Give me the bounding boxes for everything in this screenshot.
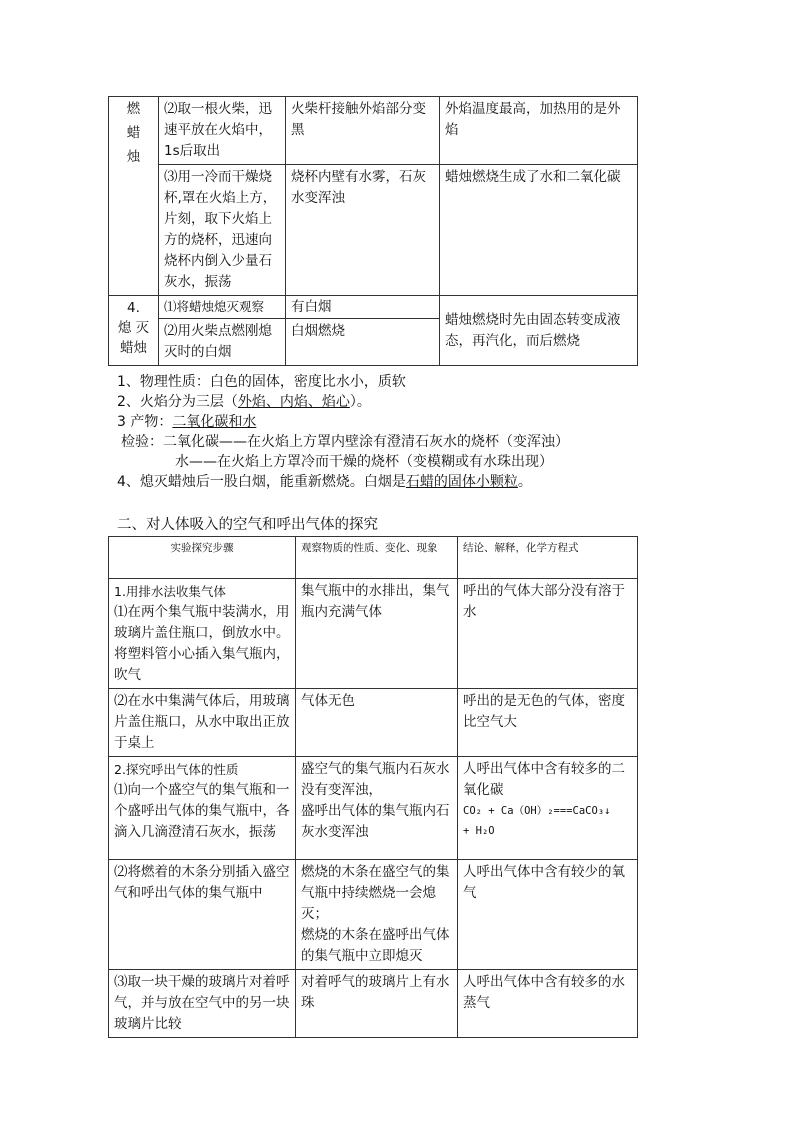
table-row bbox=[109, 97, 638, 165]
step-cell bbox=[109, 579, 296, 689]
observation-cell: 燃烧的木条在盛空气的集气瓶中持续燃烧一会熄灭； 燃烧的木条在盛呼出气体的集气瓶中立即熄灭 bbox=[296, 860, 458, 970]
column-header-observation: 观察物质的性质、变化、现象 bbox=[296, 537, 458, 579]
column-header-steps: 实验探究步骤 bbox=[109, 537, 296, 579]
note-white-smoke: 4、熄灭蜡烛后一股白烟，能重新燃烧。白烟是石蜡的固体小颗粒。 bbox=[117, 474, 532, 490]
conclusion-cell: 人呼出气体中含有较多的二氧化碳 CO₂ + Ca（OH）₂===CaCO₃↓ + H₂O bbox=[458, 757, 638, 860]
conclusion-cell: 蜡烛燃烧生成了水和二氧化碳 bbox=[440, 165, 638, 296]
observation-cell: 白烟燃烧 bbox=[286, 319, 440, 366]
table-row bbox=[109, 579, 638, 689]
observation-cell: 火柴杆接触外焰部分变黑 bbox=[286, 97, 440, 165]
observation-cell: 对着呼气的玻璃片上有水珠 bbox=[296, 970, 458, 1038]
observation-cell: 集气瓶中的水排出，集气瓶内充满气体 bbox=[296, 579, 458, 689]
note-test-water: 水——在火焰上方罩冷而干燥的烧杯（变模糊或有水珠出现） bbox=[175, 454, 553, 470]
conclusion-cell: 呼出的是无色的气体，密度比空气大 bbox=[458, 689, 638, 757]
row-group-burning-candle: 燃 蜡 烛 bbox=[109, 97, 159, 296]
conclusion-cell: 人呼出气体中含有较少的氧气 bbox=[458, 860, 638, 970]
step-cell: ⑶取一块干燥的玻璃片对着呼气，并与放在空气中的另一块玻璃片比较 bbox=[109, 970, 296, 1038]
step-cell: ⑵取一根火柴，迅速平放在火焰中，1s后取出 bbox=[159, 97, 286, 165]
conclusion-cell: 人呼出气体中含有较多的水蒸气 bbox=[458, 970, 638, 1038]
table-row bbox=[109, 860, 638, 970]
step-cell: ⑴将蜡烛熄灭观察 bbox=[159, 296, 286, 319]
step-cell bbox=[109, 757, 296, 860]
observation-cell: 气体无色 bbox=[296, 689, 458, 757]
note-test-co2: 检验：二氧化碳——在火焰上方罩内壁涂有澄清石灰水的烧杯（变浑浊） bbox=[121, 434, 569, 450]
step-title: 1.用排水法收集气体 bbox=[114, 584, 226, 599]
note-products: 3 产物：二氧化碳和水 bbox=[117, 414, 257, 430]
observation-cell: 有白烟 bbox=[286, 296, 440, 319]
step-cell: ⑵将燃着的木条分别插入盛空气和呼出气体的集气瓶中 bbox=[109, 860, 296, 970]
table-row bbox=[109, 165, 638, 296]
note-physical-properties: 1、物理性质：白色的固体，密度比水小，质软 bbox=[117, 374, 406, 390]
chemical-equation-continued: + H₂O bbox=[463, 825, 495, 837]
table-header-row bbox=[109, 537, 638, 579]
step-title: 2.探究呼出气体的性质 bbox=[114, 762, 239, 777]
observation-cell: 盛空气的集气瓶内石灰水没有变浑浊， 盛呼出气体的集气瓶内石灰水变浑浊 bbox=[296, 757, 458, 860]
conclusion-cell: 呼出的气体大部分没有溶于水 bbox=[458, 579, 638, 689]
chemical-equation: CO₂ + Ca（OH）₂===CaCO₃↓ bbox=[463, 805, 611, 817]
conclusion-cell: 外焰温度最高，加热用的是外焰 bbox=[440, 97, 638, 165]
candle-notes bbox=[117, 372, 569, 492]
observation-cell: 烧杯内壁有水雾，石灰水变浑浊 bbox=[286, 165, 440, 296]
candle-experiment-table bbox=[108, 96, 638, 366]
section-title: 二、对人体吸入的空气和呼出气体的探究 bbox=[117, 517, 378, 533]
column-header-conclusion: 结论、解释，化学方程式 bbox=[458, 537, 638, 579]
table-row bbox=[109, 757, 638, 860]
row-group-extinguish-candle: 4. 熄 灭 蜡烛 bbox=[109, 296, 159, 366]
table-row bbox=[109, 689, 638, 757]
step-cell: ⑵用火柴点燃刚熄灭时的白烟 bbox=[159, 319, 286, 366]
breath-experiment-table bbox=[108, 536, 638, 1038]
table-row bbox=[109, 296, 638, 319]
conclusion-cell: 蜡烛燃烧时先由固态转变成液态，再汽化，而后燃烧 bbox=[440, 296, 638, 366]
step-cell: ⑵在水中集满气体后，用玻璃片盖住瓶口，从水中取出正放于桌上 bbox=[109, 689, 296, 757]
table-row bbox=[109, 970, 638, 1038]
step-text: ⑴向一个盛空气的集气瓶和一个盛呼出气体的集气瓶中，各滴入几滴澄清石灰水，振荡 bbox=[114, 782, 290, 840]
note-flame-layers: 2、火焰分为三层（外焰、内焰、焰心）。 bbox=[117, 394, 371, 410]
step-cell: ⑶用一冷而干燥烧杯,罩在火焰上方，片刻，取下火焰上方的烧杯，迅速向烧杯内倒入少量石灰水，振荡 bbox=[159, 165, 286, 296]
step-text: ⑴在两个集气瓶中装满水，用玻璃片盖住瓶口，倒放水中。将塑料管小心插入集气瓶内，吹气 bbox=[114, 604, 290, 683]
